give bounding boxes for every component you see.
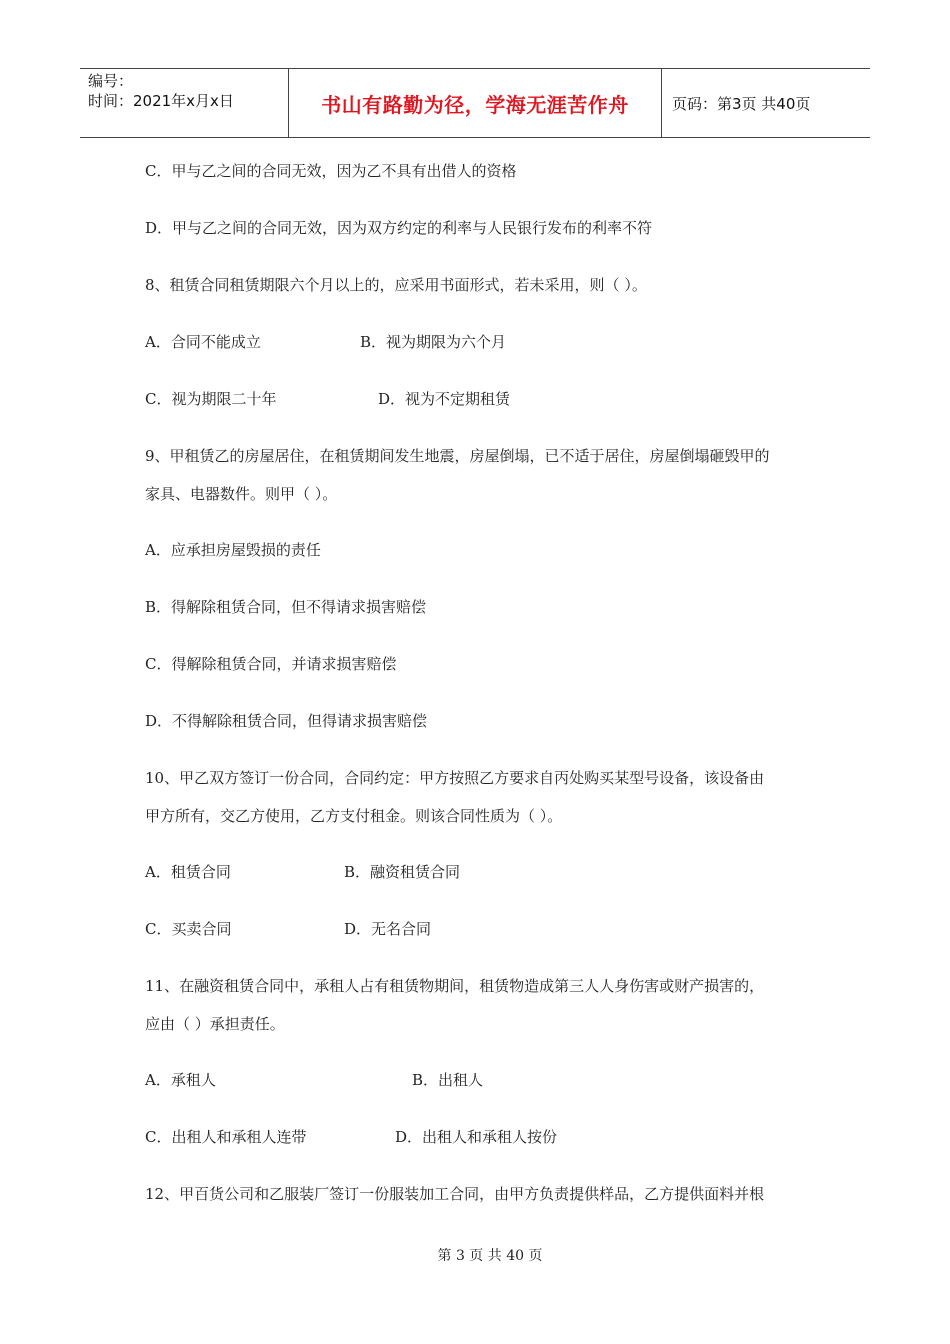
page-footer: [0, 1246, 950, 1266]
option-9b: B．得解除租赁合同，但不得请求损害赔偿: [145, 598, 427, 616]
question-11-line-2: 应由（ ）承担责任。: [145, 1015, 285, 1033]
option-10a: A．租赁合同: [145, 863, 231, 881]
option-7c: C．甲与乙之间的合同无效，因为乙不具有出借人的资格: [145, 162, 517, 180]
option-11b: B．出租人: [412, 1071, 484, 1089]
question-10-line-2: 甲方所有，交乙方使用，乙方支付租金。则该合同性质为（ ）。: [145, 807, 563, 825]
option-8c: C．视为期限二十年: [145, 390, 277, 408]
option-7d: D．甲与乙之间的合同无效，因为双方约定的利率与人民银行发布的利率不符: [145, 219, 653, 237]
question-9-line-1: 9、甲租赁乙的房屋居住，在租赁期间发生地震，房屋倒塌，已不适于居住，房屋倒塌砸毁甲的: [145, 447, 770, 465]
document-time-label: 时间：2021年x月x日: [88, 92, 234, 110]
option-10b: B．融资租赁合同: [344, 863, 461, 881]
option-9d: D．不得解除租赁合同，但得请求损害赔偿: [145, 712, 428, 730]
question-11-line-1: 11、在融资租赁合同中，承租人占有租赁物期间，租赁物造成第三人人身伤害或财产损害的，: [145, 977, 765, 995]
motto-text: 书山有路勤为径，学海无涯苦作舟: [321, 92, 629, 117]
option-8d: D．视为不定期租赁: [378, 390, 511, 408]
footer-page-number: 第 3 页 共 40 页: [437, 1248, 543, 1264]
option-11c: C．出租人和承租人连带: [145, 1128, 307, 1146]
option-8a: A．合同不能成立: [145, 333, 261, 351]
header-meta: [80, 69, 289, 137]
option-9c: C．得解除租赁合同，并请求损害赔偿: [145, 655, 397, 673]
question-9-line-2: 家具、电器数件。则甲（ ）。: [145, 485, 338, 503]
option-10d: D．无名合同: [344, 920, 432, 938]
page-header: [80, 68, 870, 138]
option-11d: D．出租人和承租人按份: [395, 1128, 558, 1146]
document-number-label: 编号：: [88, 72, 134, 90]
option-11a: A．承租人: [145, 1071, 216, 1089]
question-10-line-1: 10、甲乙双方签订一份合同，合同约定：甲方按照乙方要求自丙处购买某型号设备，该设备由: [145, 769, 765, 787]
page-info-text: 页码：第3页 共40页: [672, 94, 811, 113]
option-10c: C．买卖合同: [145, 920, 232, 938]
option-9a: A．应承担房屋毁损的责任: [145, 541, 321, 559]
question-12-line-1: 12、甲百货公司和乙服装厂签订一份服装加工合同，由甲方负责提供样品，乙方提供面料并根: [145, 1185, 765, 1203]
header-motto: [289, 69, 662, 137]
option-8b: B．视为期限为六个月: [360, 333, 507, 351]
header-page-info: [662, 69, 870, 137]
question-8: 8、租赁合同租赁期限六个月以上的，应采用书面形式，若未采用，则（ ）。: [145, 276, 647, 294]
